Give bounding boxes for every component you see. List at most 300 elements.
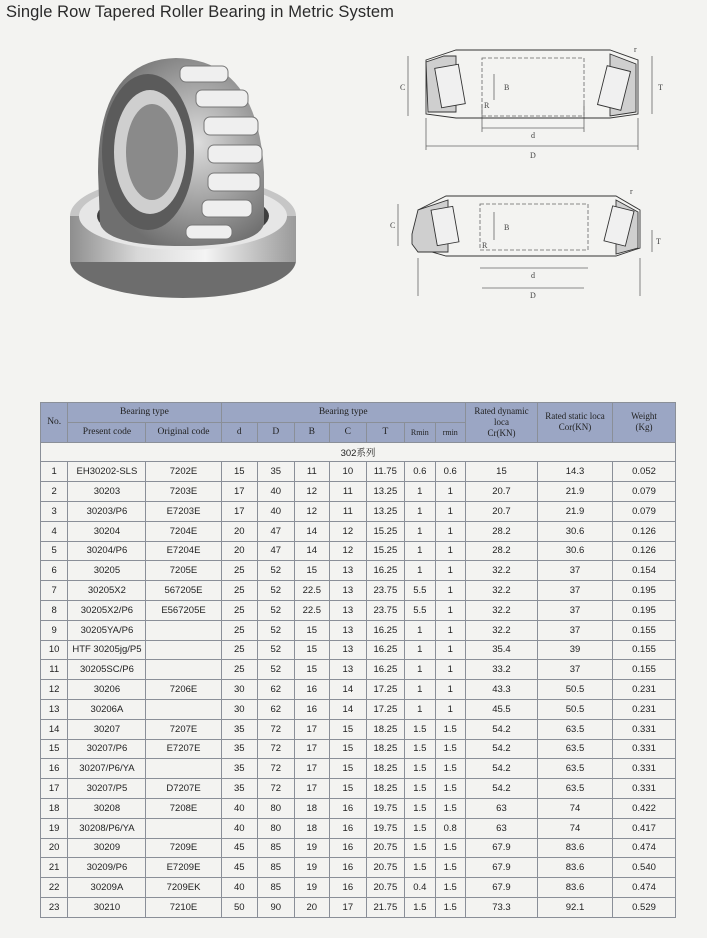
cell-C: 15	[330, 739, 367, 759]
cell-T: 15.25	[366, 521, 405, 541]
cell-B: 17	[294, 719, 330, 739]
header-bearing-type-dims: Bearing type	[221, 403, 465, 423]
cell-C: 13	[330, 660, 367, 680]
cell-d: 17	[221, 501, 258, 521]
cell-B: 16	[294, 699, 330, 719]
cell-present-code: 30207	[68, 719, 146, 739]
cell-row-no: 13	[41, 699, 68, 719]
bearing-spec-table	[40, 402, 676, 918]
table-row	[41, 561, 676, 581]
cell-D: 35	[258, 462, 295, 482]
cell-row-no: 22	[41, 878, 68, 898]
cell-weight: 0.155	[613, 660, 676, 680]
cell-Rmin: 1.5	[405, 798, 435, 818]
cell-B: 22.5	[294, 581, 330, 601]
cell-dynamic-load: 32.2	[465, 600, 537, 620]
table-row	[41, 858, 676, 878]
cell-present-code: 30204/P6	[68, 541, 146, 561]
cell-weight: 0.231	[613, 699, 676, 719]
cell-T: 20.75	[366, 838, 405, 858]
header-rated-dynamic-load-line2: Cr(KN)	[487, 427, 516, 438]
cell-rmin: 1.5	[435, 739, 465, 759]
cell-D: 62	[258, 699, 295, 719]
cell-static-load: 50.5	[537, 680, 612, 700]
cell-T: 16.25	[366, 660, 405, 680]
cell-rmin: 1.5	[435, 798, 465, 818]
cell-dynamic-load: 67.9	[465, 858, 537, 878]
cell-rmin: 0.8	[435, 818, 465, 838]
cell-row-no: 19	[41, 818, 68, 838]
cell-rmin: 1	[435, 660, 465, 680]
cell-weight: 0.331	[613, 759, 676, 779]
header-rated-static-load	[537, 403, 612, 443]
cell-B: 17	[294, 739, 330, 759]
cell-static-load: 39	[537, 640, 612, 660]
page-title: Single Row Tapered Roller Bearing in Metric System	[6, 3, 395, 21]
cell-T: 16.25	[366, 620, 405, 640]
table-row	[41, 482, 676, 502]
cell-weight: 0.529	[613, 897, 676, 917]
table-row	[41, 501, 676, 521]
header-original-code: Original code	[146, 422, 221, 442]
cell-static-load: 50.5	[537, 699, 612, 719]
cell-weight: 0.331	[613, 779, 676, 799]
cell-B: 16	[294, 680, 330, 700]
cell-row-no: 3	[41, 501, 68, 521]
cell-static-load: 14.3	[537, 462, 612, 482]
table-row	[41, 759, 676, 779]
cell-Rmin: 1	[405, 501, 435, 521]
cell-static-load: 63.5	[537, 719, 612, 739]
cell-D: 40	[258, 501, 295, 521]
drawing-label-R: R	[484, 101, 490, 110]
cell-original-code: E567205E	[146, 600, 221, 620]
cell-weight: 0.195	[613, 581, 676, 601]
cell-T: 15.25	[366, 541, 405, 561]
drawing2-label-C: C	[390, 221, 396, 230]
cell-row-no: 15	[41, 739, 68, 759]
cell-T: 16.25	[366, 561, 405, 581]
cell-B: 12	[294, 501, 330, 521]
cell-rmin: 1.5	[435, 878, 465, 898]
cell-C: 14	[330, 699, 367, 719]
cell-original-code: 7204E	[146, 521, 221, 541]
cell-original-code: 7208E	[146, 798, 221, 818]
cell-row-no: 17	[41, 779, 68, 799]
cell-D: 52	[258, 581, 295, 601]
cell-static-load: 63.5	[537, 739, 612, 759]
cell-static-load: 92.1	[537, 897, 612, 917]
cell-row-no: 10	[41, 640, 68, 660]
cell-Rmin: 1.5	[405, 858, 435, 878]
cell-static-load: 21.9	[537, 482, 612, 502]
cell-T: 13.25	[366, 501, 405, 521]
cell-B: 19	[294, 838, 330, 858]
cell-Rmin: 5.5	[405, 581, 435, 601]
cell-D: 52	[258, 640, 295, 660]
cell-weight: 0.155	[613, 620, 676, 640]
cell-Rmin: 1.5	[405, 779, 435, 799]
cell-present-code: 30206A	[68, 699, 146, 719]
header-rated-dynamic-load-line1: Rated dynamic loca	[474, 405, 529, 427]
cell-present-code: 30209	[68, 838, 146, 858]
cell-rmin: 0.6	[435, 462, 465, 482]
cell-C: 17	[330, 897, 367, 917]
cell-D: 52	[258, 660, 295, 680]
cell-d: 25	[221, 561, 258, 581]
cell-d: 35	[221, 719, 258, 739]
cell-D: 52	[258, 620, 295, 640]
cell-rmin: 1	[435, 521, 465, 541]
cell-present-code: 30203	[68, 482, 146, 502]
cell-C: 16	[330, 858, 367, 878]
cell-dynamic-load: 15	[465, 462, 537, 482]
cell-Rmin: 1.5	[405, 818, 435, 838]
header-rated-static-load-line2: Cor(KN)	[558, 422, 592, 433]
cell-static-load: 74	[537, 818, 612, 838]
cell-weight: 0.126	[613, 521, 676, 541]
cell-Rmin: 1	[405, 541, 435, 561]
cell-T: 23.75	[366, 581, 405, 601]
cell-rmin: 1	[435, 699, 465, 719]
drawing2-label-T: T	[656, 237, 661, 246]
cell-present-code: 30205SC/P6	[68, 660, 146, 680]
cell-original-code: 567205E	[146, 581, 221, 601]
header-rated-dynamic-load	[465, 403, 537, 443]
table-row	[41, 897, 676, 917]
cell-rmin: 1.5	[435, 779, 465, 799]
cell-D: 85	[258, 838, 295, 858]
cell-C: 16	[330, 838, 367, 858]
cell-B: 20	[294, 897, 330, 917]
cell-Rmin: 1.5	[405, 897, 435, 917]
cell-Rmin: 1.5	[405, 759, 435, 779]
cell-dynamic-load: 45.5	[465, 699, 537, 719]
cell-rmin: 1.5	[435, 858, 465, 878]
cell-Rmin: 5.5	[405, 600, 435, 620]
cell-rmin: 1.5	[435, 759, 465, 779]
cell-T: 16.25	[366, 640, 405, 660]
cell-static-load: 83.6	[537, 878, 612, 898]
cell-T: 18.25	[366, 739, 405, 759]
header-present-code: Present code	[68, 422, 146, 442]
cell-present-code: 30209A	[68, 878, 146, 898]
cell-B: 11	[294, 462, 330, 482]
table-row	[41, 640, 676, 660]
cell-dynamic-load: 54.2	[465, 759, 537, 779]
cell-weight: 0.195	[613, 600, 676, 620]
cell-original-code: E7204E	[146, 541, 221, 561]
cell-B: 15	[294, 561, 330, 581]
cell-weight: 0.474	[613, 878, 676, 898]
cell-present-code: 30203/P6	[68, 501, 146, 521]
cell-Rmin: 1.5	[405, 838, 435, 858]
cell-weight: 0.154	[613, 561, 676, 581]
table-row	[41, 680, 676, 700]
cell-present-code: 30205YA/P6	[68, 620, 146, 640]
cell-D: 72	[258, 739, 295, 759]
cell-original-code: D7207E	[146, 779, 221, 799]
cell-original-code: 7209EK	[146, 878, 221, 898]
header-rated-static-load-line1: Rated static loca	[545, 411, 605, 422]
cell-d: 35	[221, 759, 258, 779]
cell-present-code: HTF 30205jg/P5	[68, 640, 146, 660]
cell-weight: 0.231	[613, 680, 676, 700]
cell-D: 40	[258, 482, 295, 502]
drawing-label-d: d	[531, 131, 535, 140]
cell-rmin: 1	[435, 680, 465, 700]
cell-T: 21.75	[366, 897, 405, 917]
cell-original-code: 7203E	[146, 482, 221, 502]
cell-d: 15	[221, 462, 258, 482]
cell-T: 18.25	[366, 759, 405, 779]
cell-row-no: 7	[41, 581, 68, 601]
cell-weight: 0.126	[613, 541, 676, 561]
table-row	[41, 581, 676, 601]
cell-B: 15	[294, 620, 330, 640]
cell-row-no: 5	[41, 541, 68, 561]
cell-C: 13	[330, 640, 367, 660]
cell-d: 25	[221, 600, 258, 620]
table-row	[41, 541, 676, 561]
cell-T: 11.75	[366, 462, 405, 482]
drawing2-label-R: R	[482, 241, 488, 250]
cell-present-code: EH30202-SLS	[68, 462, 146, 482]
header-B: B	[294, 422, 330, 442]
cell-d: 35	[221, 739, 258, 759]
table-row	[41, 878, 676, 898]
cell-T: 23.75	[366, 600, 405, 620]
cell-weight: 0.474	[613, 838, 676, 858]
cell-rmin: 1.5	[435, 719, 465, 739]
header-C: C	[330, 422, 367, 442]
header-D: D	[258, 422, 295, 442]
cell-Rmin: 1	[405, 620, 435, 640]
cell-C: 13	[330, 600, 367, 620]
cell-T: 19.75	[366, 818, 405, 838]
cell-d: 45	[221, 838, 258, 858]
cell-C: 12	[330, 521, 367, 541]
cell-row-no: 2	[41, 482, 68, 502]
cell-d: 30	[221, 680, 258, 700]
cell-B: 17	[294, 779, 330, 799]
table-row	[41, 699, 676, 719]
cell-original-code: E7207E	[146, 739, 221, 759]
cell-present-code: 30209/P6	[68, 858, 146, 878]
cell-weight: 0.422	[613, 798, 676, 818]
cell-present-code: 30205X2	[68, 581, 146, 601]
cell-present-code: 30210	[68, 897, 146, 917]
cell-B: 14	[294, 521, 330, 541]
cell-Rmin: 1	[405, 680, 435, 700]
cell-Rmin: 1	[405, 561, 435, 581]
cell-d: 25	[221, 581, 258, 601]
cell-Rmin: 1	[405, 482, 435, 502]
cell-static-load: 37	[537, 581, 612, 601]
cell-d: 40	[221, 798, 258, 818]
drawing2-label-d: d	[531, 271, 535, 280]
cell-C: 16	[330, 798, 367, 818]
table-row	[41, 798, 676, 818]
cell-dynamic-load: 32.2	[465, 561, 537, 581]
cell-static-load: 83.6	[537, 858, 612, 878]
cell-row-no: 4	[41, 521, 68, 541]
cell-d: 20	[221, 521, 258, 541]
cell-dynamic-load: 54.2	[465, 719, 537, 739]
cell-static-load: 37	[537, 660, 612, 680]
cell-d: 25	[221, 640, 258, 660]
cell-D: 85	[258, 878, 295, 898]
cell-D: 72	[258, 719, 295, 739]
cell-dynamic-load: 73.3	[465, 897, 537, 917]
cell-D: 52	[258, 561, 295, 581]
cell-C: 15	[330, 719, 367, 739]
cell-dynamic-load: 35.4	[465, 640, 537, 660]
cell-rmin: 1	[435, 581, 465, 601]
cell-Rmin: 0.4	[405, 878, 435, 898]
cell-rmin: 1	[435, 561, 465, 581]
cell-dynamic-load: 54.2	[465, 739, 537, 759]
cell-present-code: 30207/P6/YA	[68, 759, 146, 779]
header-no: No.	[41, 403, 68, 443]
table-row	[41, 462, 676, 482]
table-row	[41, 838, 676, 858]
cell-C: 16	[330, 818, 367, 838]
cell-B: 14	[294, 541, 330, 561]
cell-rmin: 1.5	[435, 897, 465, 917]
drawing-label-D: D	[530, 151, 536, 160]
cell-row-no: 20	[41, 838, 68, 858]
cell-weight: 0.079	[613, 501, 676, 521]
bearing-cross-section-drawing	[384, 42, 670, 166]
cell-B: 17	[294, 759, 330, 779]
cell-row-no: 1	[41, 462, 68, 482]
cell-static-load: 63.5	[537, 759, 612, 779]
cell-weight: 0.155	[613, 640, 676, 660]
cell-B: 12	[294, 482, 330, 502]
cell-B: 18	[294, 818, 330, 838]
cell-T: 18.25	[366, 779, 405, 799]
table-row	[41, 818, 676, 838]
cell-dynamic-load: 20.7	[465, 501, 537, 521]
cell-d: 35	[221, 779, 258, 799]
cell-present-code: 30207/P5	[68, 779, 146, 799]
cell-D: 90	[258, 897, 295, 917]
cell-dynamic-load: 63	[465, 818, 537, 838]
cell-B: 22.5	[294, 600, 330, 620]
cell-dynamic-load: 32.2	[465, 581, 537, 601]
cell-dynamic-load: 63	[465, 798, 537, 818]
cell-static-load: 30.6	[537, 521, 612, 541]
cell-weight: 0.052	[613, 462, 676, 482]
cell-Rmin: 1	[405, 521, 435, 541]
drawing2-label-D: D	[530, 291, 536, 300]
cell-dynamic-load: 28.2	[465, 521, 537, 541]
cell-T: 17.25	[366, 680, 405, 700]
cell-static-load: 21.9	[537, 501, 612, 521]
cell-T: 19.75	[366, 798, 405, 818]
cell-row-no: 14	[41, 719, 68, 739]
cell-weight: 0.079	[613, 482, 676, 502]
cell-Rmin: 1	[405, 640, 435, 660]
cell-original-code: 7205E	[146, 561, 221, 581]
cell-D: 72	[258, 779, 295, 799]
cell-rmin: 1	[435, 640, 465, 660]
table-row	[41, 719, 676, 739]
cell-original-code	[146, 620, 221, 640]
header-rmin: rmin	[435, 422, 465, 442]
cell-B: 15	[294, 640, 330, 660]
cell-original-code: 7207E	[146, 719, 221, 739]
cell-B: 18	[294, 798, 330, 818]
cell-d: 50	[221, 897, 258, 917]
cell-rmin: 1	[435, 501, 465, 521]
cell-original-code	[146, 759, 221, 779]
cell-original-code	[146, 660, 221, 680]
cell-T: 13.25	[366, 482, 405, 502]
cell-static-load: 37	[537, 600, 612, 620]
cell-row-no: 8	[41, 600, 68, 620]
cell-T: 18.25	[366, 719, 405, 739]
cell-original-code: 7210E	[146, 897, 221, 917]
cell-row-no: 23	[41, 897, 68, 917]
cell-static-load: 37	[537, 561, 612, 581]
cell-present-code: 30205	[68, 561, 146, 581]
cell-C: 13	[330, 561, 367, 581]
drawing-label-r: r	[634, 45, 637, 54]
cell-original-code	[146, 640, 221, 660]
cell-Rmin: 1.5	[405, 719, 435, 739]
cell-weight: 0.331	[613, 719, 676, 739]
cell-d: 20	[221, 541, 258, 561]
cell-C: 12	[330, 541, 367, 561]
cell-original-code: 7202E	[146, 462, 221, 482]
drawing-label-C: C	[400, 83, 406, 92]
cell-D: 47	[258, 541, 295, 561]
cell-present-code: 30206	[68, 680, 146, 700]
cell-present-code: 30207/P6	[68, 739, 146, 759]
cell-C: 13	[330, 581, 367, 601]
cell-row-no: 9	[41, 620, 68, 640]
cell-D: 52	[258, 600, 295, 620]
cell-row-no: 18	[41, 798, 68, 818]
cell-Rmin: 1	[405, 699, 435, 719]
cell-D: 80	[258, 818, 295, 838]
table-row	[41, 660, 676, 680]
cell-d: 40	[221, 818, 258, 838]
cell-d: 30	[221, 699, 258, 719]
series-label: 302系列	[41, 442, 676, 462]
cell-rmin: 1	[435, 541, 465, 561]
cell-C: 15	[330, 759, 367, 779]
table-row	[41, 779, 676, 799]
header-Rmin: Rmin	[405, 422, 435, 442]
cell-T: 17.25	[366, 699, 405, 719]
drawing2-label-B: B	[504, 223, 510, 232]
cell-Rmin: 1	[405, 660, 435, 680]
cell-d: 17	[221, 482, 258, 502]
cell-d: 25	[221, 660, 258, 680]
header-weight-line1: Weight	[631, 411, 657, 422]
cell-C: 13	[330, 620, 367, 640]
cell-weight: 0.417	[613, 818, 676, 838]
cell-static-load: 30.6	[537, 541, 612, 561]
cell-C: 14	[330, 680, 367, 700]
drawing-label-B: B	[504, 83, 510, 92]
cell-B: 15	[294, 660, 330, 680]
cell-B: 19	[294, 858, 330, 878]
cell-row-no: 21	[41, 858, 68, 878]
